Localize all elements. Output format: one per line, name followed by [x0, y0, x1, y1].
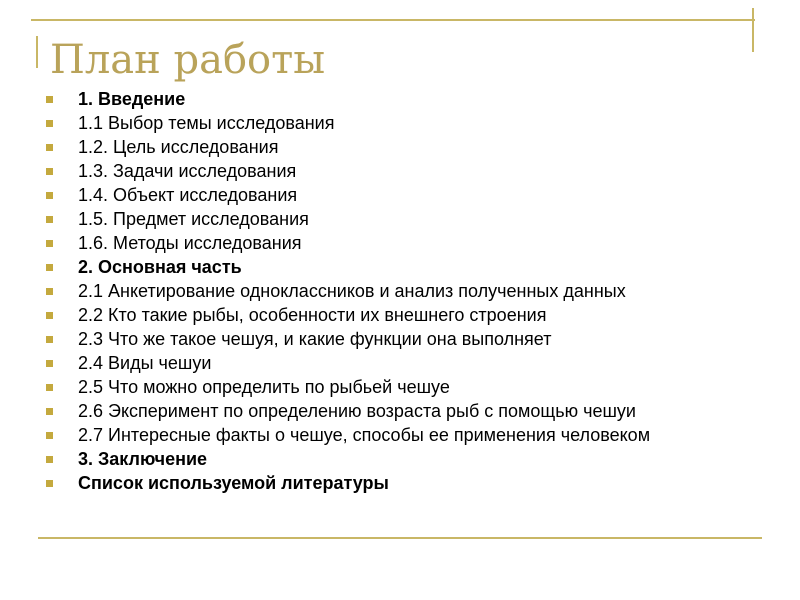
square-bullet-icon — [46, 384, 53, 391]
list-item-text: 1.4. Объект исследования — [78, 184, 298, 205]
list-item-text: 2.4 Виды чешуи — [78, 352, 212, 373]
square-bullet-icon — [46, 312, 53, 319]
list-item — [46, 111, 650, 135]
list-item-text: 1.2. Цель исследования — [78, 136, 279, 157]
list-item-text: 2.3 Что же такое чешуя, и какие функции она выполняет — [78, 328, 552, 349]
list-item — [46, 375, 650, 399]
square-bullet-icon — [46, 480, 53, 487]
square-bullet-icon — [46, 456, 53, 463]
list-item-text: 2.2 Кто такие рыбы, особенности их внешнего строения — [78, 304, 547, 325]
square-bullet-icon — [46, 192, 53, 199]
list-item-text: 1.6. Методы исследования — [78, 232, 302, 253]
list-item — [46, 279, 650, 303]
list-item — [46, 303, 650, 327]
list-item — [46, 471, 650, 495]
list-item — [46, 255, 650, 279]
list-item — [46, 447, 650, 471]
left-vertical-line — [36, 36, 38, 68]
top-right-vertical-line — [752, 8, 754, 52]
list-item — [46, 231, 650, 255]
square-bullet-icon — [46, 288, 53, 295]
list-item-text: 3. Заключение — [78, 448, 208, 469]
list-item-text: 1.5. Предмет исследования — [78, 208, 309, 229]
list-item — [46, 159, 650, 183]
square-bullet-icon — [46, 360, 53, 367]
square-bullet-icon — [46, 144, 53, 151]
list-item — [46, 423, 650, 447]
list-item — [46, 135, 650, 159]
square-bullet-icon — [46, 240, 53, 247]
square-bullet-icon — [46, 216, 53, 223]
list-item — [46, 399, 650, 423]
agenda-list — [46, 87, 650, 495]
top-divider-line — [31, 19, 755, 21]
list-item-text: 2.5 Что можно определить по рыбьей чешуе — [78, 376, 450, 397]
list-item-text: 1. Введение — [78, 88, 186, 109]
list-item — [46, 183, 650, 207]
square-bullet-icon — [46, 432, 53, 439]
list-item — [46, 351, 650, 375]
list-item — [46, 87, 650, 111]
list-item-text: 2.1 Анкетирование одноклассников и анализ полученных данных — [78, 280, 626, 301]
list-item-text: Список используемой литературы — [78, 472, 389, 493]
list-item-text: 2.7 Интересные факты о чешуе, способы ее применения человеком — [78, 424, 651, 445]
list-item-text: 2. Основная часть — [78, 256, 242, 277]
list-item-text: 2.6 Эксперимент по определению возраста рыб с помощью чешуи — [78, 400, 636, 421]
square-bullet-icon — [46, 336, 53, 343]
square-bullet-icon — [46, 96, 53, 103]
square-bullet-icon — [46, 408, 53, 415]
slide-title: План работы — [50, 37, 326, 83]
list-item — [46, 327, 650, 351]
square-bullet-icon — [46, 264, 53, 271]
list-item-text: 1.3. Задачи исследования — [78, 160, 297, 181]
list-item — [46, 207, 650, 231]
square-bullet-icon — [46, 168, 53, 175]
list-item-text: 1.1 Выбор темы исследования — [78, 112, 335, 133]
bottom-divider-line — [38, 537, 762, 539]
square-bullet-icon — [46, 120, 53, 127]
